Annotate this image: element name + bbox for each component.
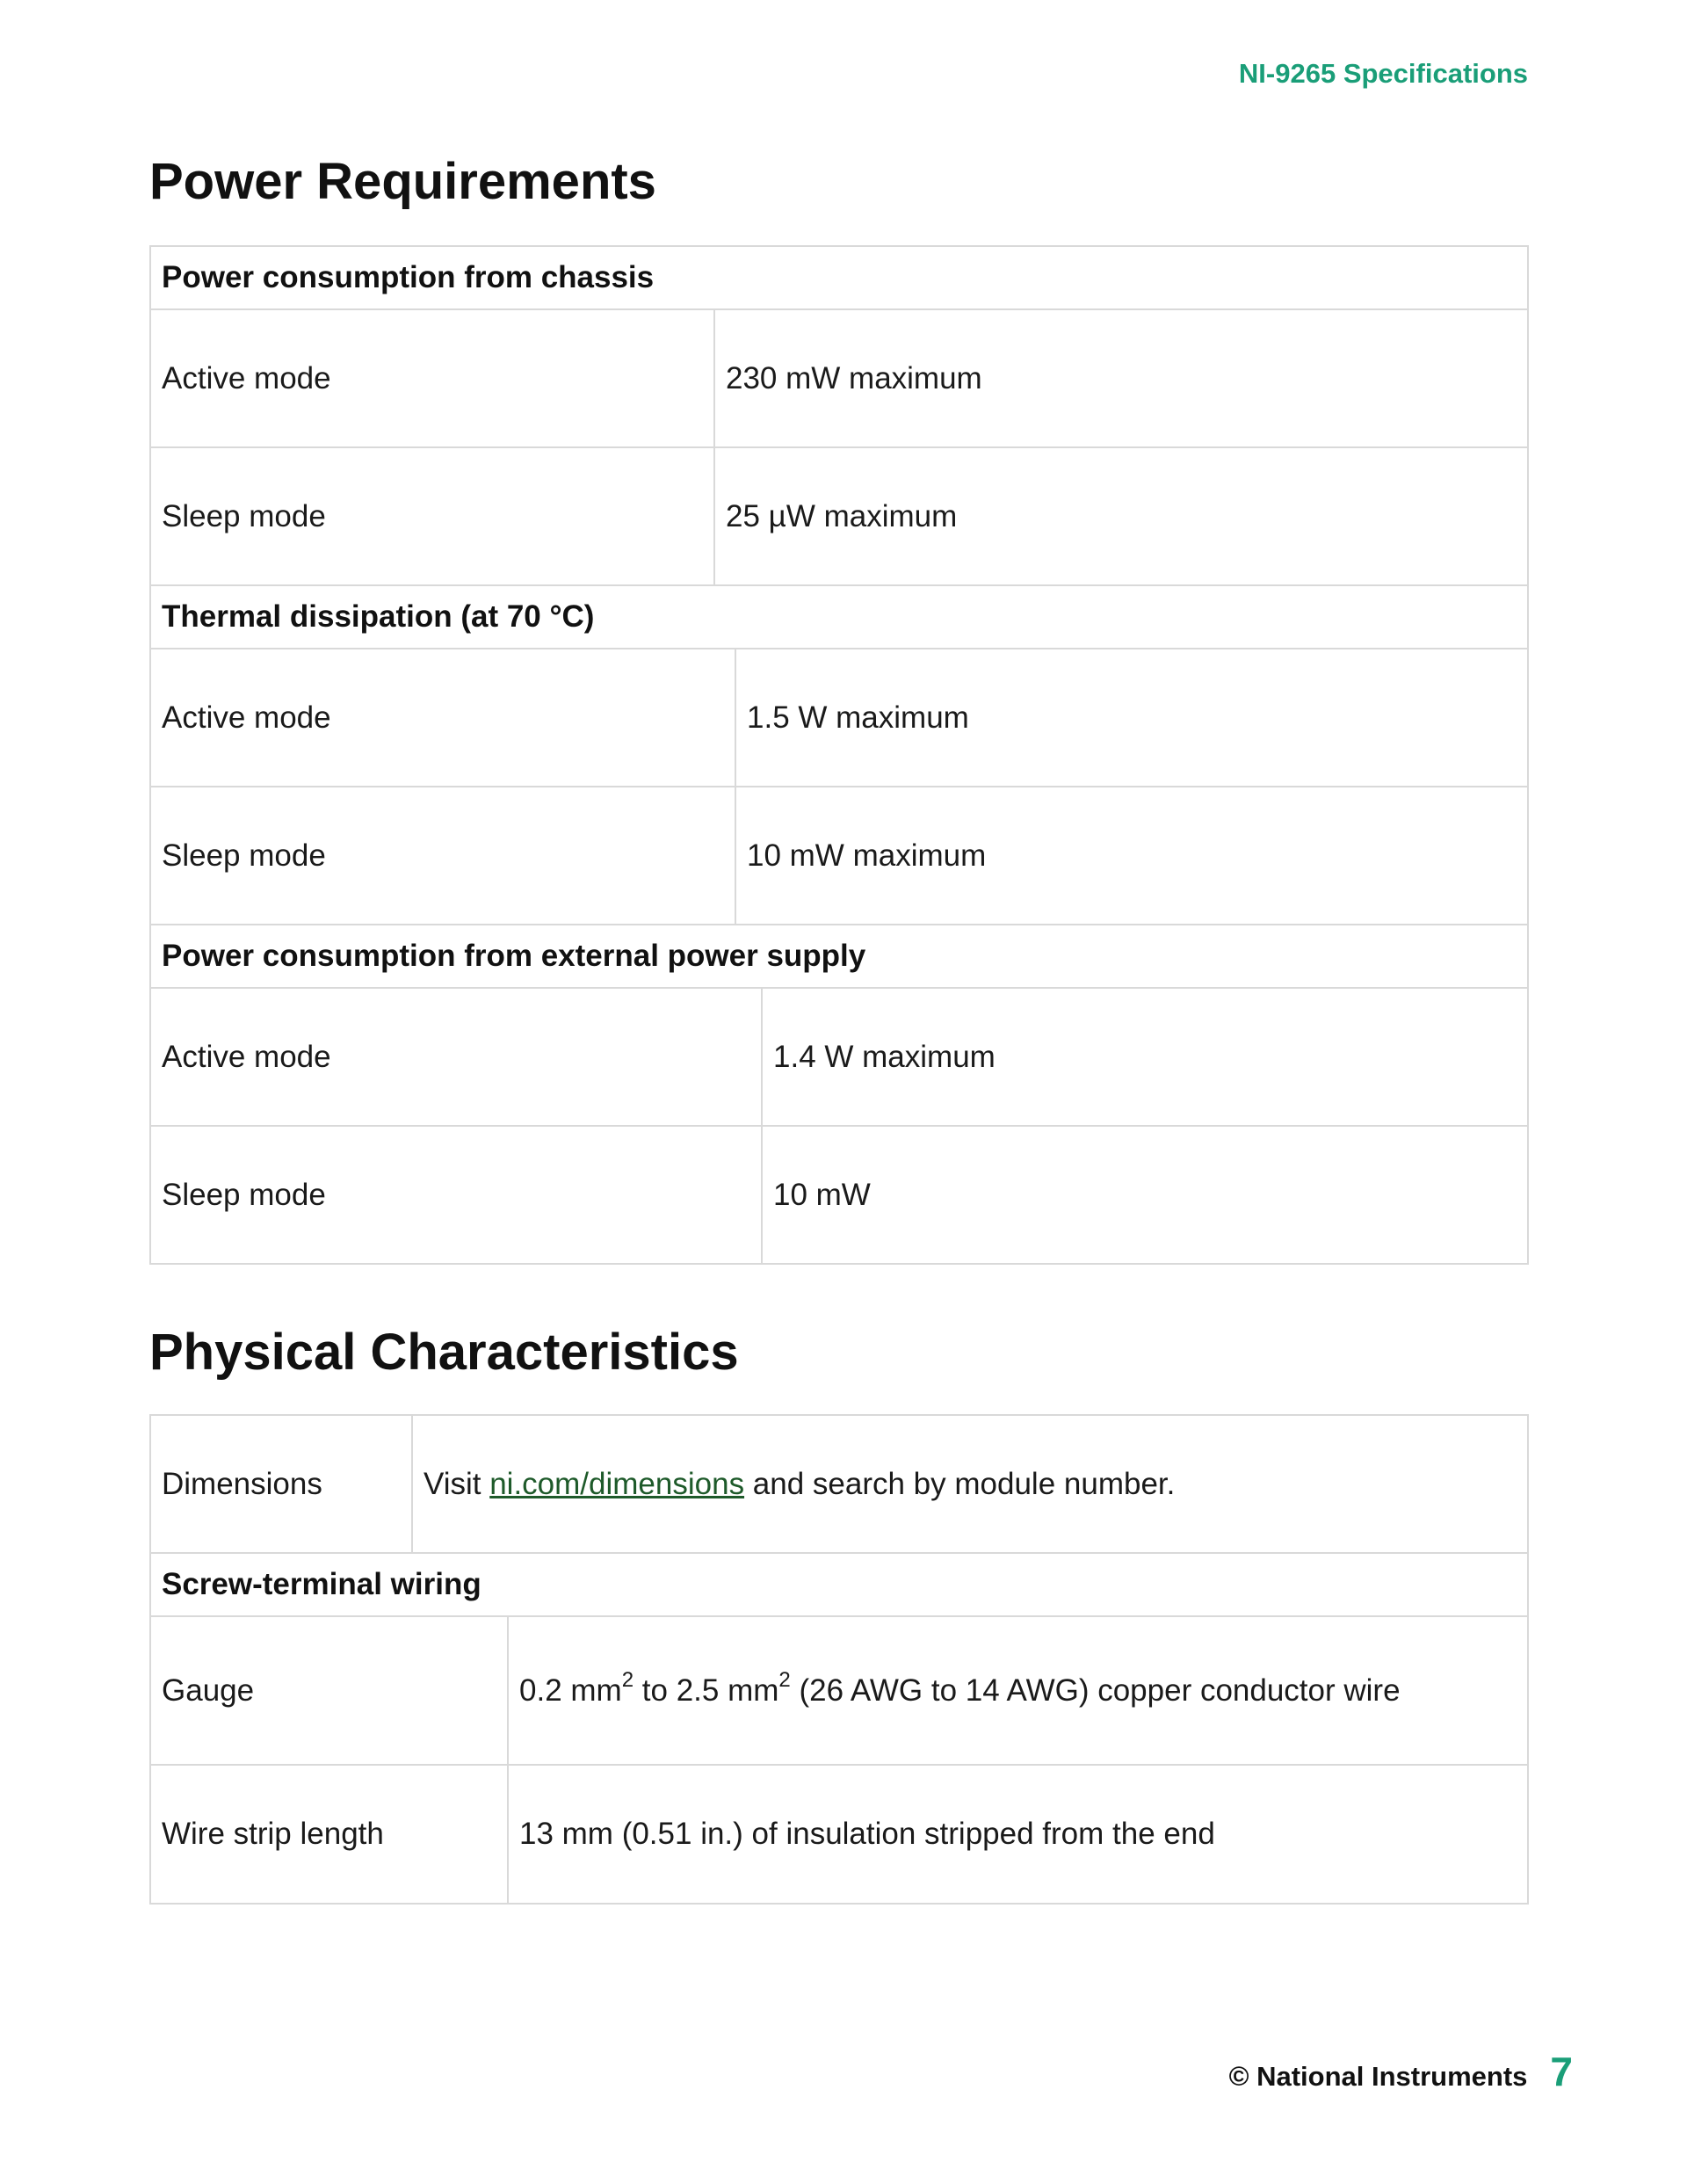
row-label: Gauge [151, 1617, 509, 1764]
gauge-part: (26 AWG to 14 AWG) copper conductor wire [790, 1672, 1401, 1708]
row-label: Sleep mode [151, 787, 736, 924]
group-header-chassis: Power consumption from chassis [151, 247, 1527, 310]
physical-characteristics-table [149, 1414, 1529, 1905]
page-number: 7 [1550, 2049, 1573, 2094]
dimensions-suffix-text: and search by module number. [744, 1466, 1176, 1501]
table-row [151, 310, 1527, 448]
row-value: 10 mW [773, 1177, 871, 1212]
gauge-value-text [519, 1667, 1401, 1709]
gauge-part: to 2.5 mm [634, 1672, 779, 1708]
row-label: Dimensions [151, 1416, 413, 1552]
page-footer [1229, 2048, 1573, 2095]
table-row [151, 448, 1527, 586]
row-value [509, 1617, 1401, 1764]
superscript: 2 [621, 1667, 634, 1692]
table-row [151, 649, 1527, 787]
table-row [151, 1416, 1527, 1554]
table-row [151, 989, 1527, 1127]
row-label: Active mode [151, 989, 763, 1125]
table-row [151, 1766, 1527, 1903]
group-header-screw-terminal: Screw-terminal wiring [151, 1554, 1527, 1617]
row-label: Wire strip length [151, 1766, 509, 1903]
running-header-title: NI-9265 Specifications [1238, 58, 1528, 89]
dimensions-prefix-text: Visit [424, 1466, 490, 1501]
gauge-part: 0.2 mm [519, 1672, 622, 1708]
power-requirements-table [149, 245, 1529, 1265]
row-value: 10 mW maximum [747, 838, 987, 873]
section-title-power-requirements: Power Requirements [149, 153, 656, 210]
row-label: Sleep mode [151, 448, 715, 584]
table-row [151, 787, 1527, 925]
superscript: 2 [778, 1667, 791, 1692]
row-value: 1.4 W maximum [773, 1039, 996, 1074]
row-value: 230 mW maximum [726, 360, 982, 395]
group-header-thermal: Thermal dissipation (at 70 °C) [151, 586, 1527, 649]
row-value: 25 µW maximum [726, 498, 958, 533]
row-label: Active mode [151, 649, 736, 786]
row-label: Sleep mode [151, 1127, 763, 1263]
row-label: Active mode [151, 310, 715, 446]
table-row [151, 1127, 1527, 1263]
dimensions-link[interactable]: ni.com/dimensions [489, 1466, 745, 1501]
row-value [413, 1416, 1175, 1552]
copyright-text: © National Instruments [1228, 2061, 1528, 2092]
section-title-physical-characteristics: Physical Characteristics [149, 1324, 739, 1381]
row-value: 1.5 W maximum [747, 700, 969, 735]
table-row [151, 1617, 1527, 1766]
row-value: 13 mm (0.51 in.) of insulation stripped from the end [519, 1817, 1215, 1851]
group-header-external-supply: Power consumption from external power supply [151, 925, 1527, 989]
